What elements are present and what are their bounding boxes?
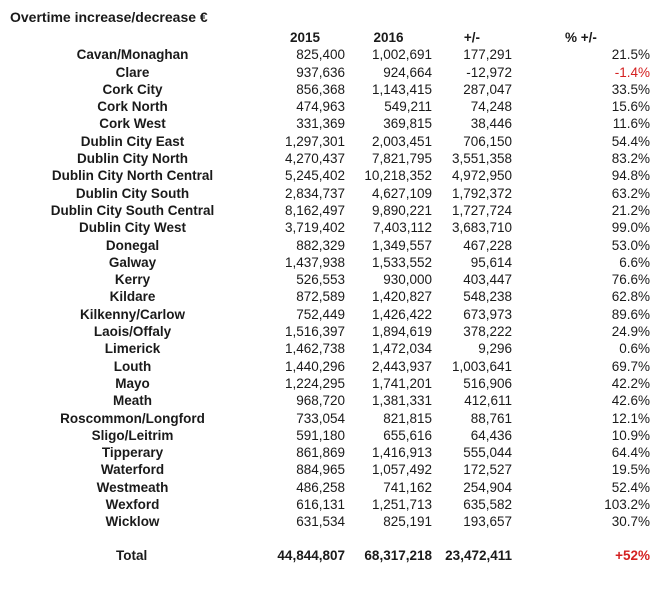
- row-2016: 1,533,552: [371, 254, 432, 270]
- row-name: Dublin City North Central: [51, 168, 214, 184]
- row-name: Wexford: [105, 497, 160, 513]
- row-2015: 1,462,738: [284, 341, 345, 357]
- row-2015: 631,534: [296, 514, 345, 530]
- table-row: [0, 358, 650, 375]
- row-diff: 1,792,372: [451, 185, 512, 201]
- row-pct: 54.4%: [611, 133, 650, 149]
- row-2016: 10,218,352: [364, 168, 432, 184]
- row-diff: 706,150: [463, 133, 512, 149]
- row-pct: 83.2%: [611, 151, 650, 167]
- row-diff: 95,614: [470, 254, 512, 270]
- row-name: Wicklow: [105, 514, 160, 530]
- row-name: Louth: [113, 358, 152, 374]
- row-pct: 103.2%: [604, 497, 650, 513]
- row-pct: -1.4%: [614, 64, 650, 80]
- row-2015: 968,720: [296, 393, 345, 409]
- table-row: [0, 202, 650, 219]
- row-2016: 1,426,422: [371, 306, 432, 322]
- row-2015: 4,270,437: [284, 151, 345, 167]
- table-row: [0, 185, 650, 202]
- row-2016: 1,381,331: [371, 393, 432, 409]
- table-row: [0, 254, 650, 271]
- row-name: Kerry: [114, 272, 151, 288]
- row-name: Kilkenny/Carlow: [79, 306, 186, 322]
- row-2015: 937,636: [296, 64, 345, 80]
- row-diff: 412,611: [464, 393, 512, 409]
- row-pct: 89.6%: [611, 306, 650, 322]
- row-2016: 1,894,619: [371, 324, 432, 340]
- row-name: Clare: [115, 64, 150, 80]
- row-2016: 1,416,913: [371, 445, 432, 461]
- table-row: [0, 237, 650, 254]
- row-2016: 1,420,827: [371, 289, 432, 305]
- row-2015: 591,180: [296, 427, 345, 443]
- table-row: [0, 392, 650, 409]
- row-2015: 526,553: [296, 272, 345, 288]
- header-2016: 2016: [373, 30, 404, 45]
- table-row: [0, 81, 650, 98]
- row-name: Dublin City West: [78, 220, 186, 236]
- table-row: [0, 496, 650, 513]
- row-2015: 3,719,402: [284, 220, 345, 236]
- row-pct: 76.6%: [611, 272, 650, 288]
- row-diff: 3,551,358: [451, 151, 512, 167]
- row-pct: 62.8%: [611, 289, 650, 305]
- row-2016: 1,143,415: [371, 81, 432, 97]
- row-pct: 42.6%: [611, 393, 650, 409]
- row-pct: 10.9%: [611, 427, 650, 443]
- row-pct: 52.4%: [611, 479, 650, 495]
- row-diff: 516,906: [463, 375, 512, 391]
- row-2016: 369,815: [383, 116, 432, 132]
- row-2016: 2,443,937: [371, 358, 432, 374]
- row-2016: 1,251,713: [371, 497, 432, 513]
- row-name: Westmeath: [96, 479, 169, 495]
- row-2015: 856,368: [296, 81, 345, 97]
- row-2015: 872,589: [296, 289, 345, 305]
- row-2016: 1,741,201: [371, 375, 432, 391]
- row-diff: 172,527: [463, 462, 512, 478]
- row-2016: 549,211: [384, 99, 432, 115]
- row-2016: 7,403,112: [372, 220, 432, 236]
- row-name: Laois/Offaly: [93, 324, 172, 340]
- table-row: [0, 323, 650, 340]
- table-row: [0, 479, 650, 496]
- row-diff: 378,222: [463, 324, 512, 340]
- table-row: [0, 513, 650, 530]
- row-pct: 69.7%: [611, 358, 650, 374]
- row-2016: 741,162: [383, 479, 432, 495]
- table-row: [0, 461, 650, 478]
- row-diff: 4,972,950: [451, 168, 512, 184]
- table-row: [0, 219, 650, 236]
- row-pct: 19.5%: [611, 462, 650, 478]
- header-2015: 2015: [289, 30, 321, 45]
- row-name: Dublin City South: [75, 185, 190, 201]
- table-row: [0, 427, 650, 444]
- row-pct: 6.6%: [619, 254, 650, 270]
- row-2015: 825,400: [296, 47, 345, 63]
- row-diff: 38,446: [470, 116, 512, 132]
- row-name: Cork West: [99, 116, 166, 132]
- row-diff: 673,973: [463, 306, 512, 322]
- header-diff: +/-: [463, 30, 481, 45]
- row-2016: 2,003,451: [371, 133, 432, 149]
- header-pct: % +/-: [565, 30, 597, 45]
- row-pct: 99.0%: [611, 220, 650, 236]
- row-2016: 825,191: [383, 514, 432, 530]
- row-2016: 655,616: [383, 427, 432, 443]
- row-2016: 1,057,492: [371, 462, 432, 478]
- row-name: Waterford: [100, 462, 165, 478]
- row-name: Dublin City North: [77, 151, 188, 167]
- row-name: Limerick: [104, 341, 161, 357]
- row-2015: 5,245,402: [284, 168, 345, 184]
- row-2015: 1,516,397: [284, 324, 345, 340]
- row-2015: 861,869: [296, 445, 345, 461]
- row-pct: 0.6%: [619, 341, 650, 357]
- table-row: [0, 46, 650, 63]
- row-diff: 1,003,641: [451, 358, 512, 374]
- row-diff: 193,657: [463, 514, 512, 530]
- table-row: [0, 167, 650, 184]
- row-2015: 474,963: [296, 99, 345, 115]
- spacer-cell: [0, 531, 650, 547]
- row-pct: 15.6%: [611, 99, 650, 115]
- row-2016: 1,002,691: [371, 47, 432, 63]
- table-row: [0, 133, 650, 150]
- row-name: Kildare: [109, 289, 156, 305]
- total-label: Total: [116, 547, 148, 563]
- row-name: Dublin City East: [80, 133, 185, 149]
- row-pct: 11.6%: [612, 116, 650, 132]
- row-pct: 33.5%: [611, 81, 650, 97]
- row-2015: 8,162,497: [284, 202, 345, 218]
- row-diff: 177,291: [463, 47, 512, 63]
- total-diff: 23,472,411: [445, 547, 512, 563]
- row-diff: 548,238: [463, 289, 512, 305]
- table-body: [0, 46, 650, 530]
- row-diff: 635,582: [463, 497, 512, 513]
- row-pct: 94.8%: [611, 168, 650, 184]
- row-diff: 467,228: [463, 237, 512, 253]
- table-row: [0, 150, 650, 167]
- table-row: [0, 340, 650, 357]
- table-row: [0, 64, 650, 81]
- table-row: [0, 271, 650, 288]
- row-2016: 4,627,109: [371, 185, 432, 201]
- row-diff: 287,047: [463, 81, 512, 97]
- row-pct: 21.5%: [611, 47, 650, 63]
- table-row: [0, 98, 650, 115]
- row-name: Mayo: [115, 375, 150, 391]
- row-2015: 2,834,737: [284, 185, 345, 201]
- row-2016: 1,349,557: [371, 237, 432, 253]
- row-name: Cork North: [97, 99, 168, 115]
- row-2015: 884,965: [296, 462, 345, 478]
- page-title: Overtime increase/decrease €: [10, 9, 208, 25]
- table-row: [0, 288, 650, 305]
- total-2016: 68,317,218: [364, 547, 432, 563]
- row-diff: -12,972: [466, 64, 512, 80]
- row-2015: 616,131: [296, 497, 345, 513]
- spacer-row: [0, 531, 650, 547]
- row-2015: 1,224,295: [284, 375, 345, 391]
- row-2015: 331,369: [296, 116, 345, 132]
- row-pct: 42.2%: [611, 375, 650, 391]
- row-name: Galway: [108, 254, 157, 270]
- table-row: [0, 444, 650, 461]
- row-2015: 1,440,296: [284, 358, 345, 374]
- total-pct: +52%: [615, 547, 650, 563]
- row-diff: 74,248: [470, 99, 512, 115]
- row-diff: 254,904: [463, 479, 512, 495]
- table-row: [0, 115, 650, 132]
- row-2016: 7,821,795: [371, 151, 432, 167]
- row-diff: 9,296: [478, 341, 512, 357]
- row-name: Tipperary: [101, 445, 164, 461]
- row-pct: 12.1%: [611, 410, 650, 426]
- header-row: [0, 29, 650, 46]
- overtime-table: [0, 29, 650, 565]
- row-name: Cavan/Monaghan: [76, 47, 189, 63]
- row-name: Dublin City South Central: [50, 202, 215, 218]
- row-2016: 9,890,221: [371, 202, 432, 218]
- total-2015: 44,844,807: [277, 547, 345, 563]
- row-diff: 64,436: [470, 427, 512, 443]
- table-row: [0, 410, 650, 427]
- row-2015: 486,258: [296, 479, 345, 495]
- row-2015: 1,437,938: [284, 254, 345, 270]
- row-name: Roscommon/Longford: [60, 410, 205, 426]
- row-name: Meath: [112, 393, 152, 409]
- row-2015: 752,449: [296, 306, 345, 322]
- row-pct: 64.4%: [611, 445, 650, 461]
- row-pct: 24.9%: [611, 324, 650, 340]
- row-2016: 821,815: [383, 410, 432, 426]
- row-name: Donegal: [105, 237, 160, 253]
- table-row: [0, 375, 650, 392]
- row-diff: 403,447: [463, 272, 512, 288]
- row-name: Cork City: [102, 81, 163, 97]
- table-row: [0, 306, 650, 323]
- row-name: Sligo/Leitrim: [91, 427, 174, 443]
- row-2015: 882,329: [296, 237, 345, 253]
- header-name: [0, 29, 265, 46]
- row-2015: 733,054: [296, 410, 345, 426]
- row-pct: 63.2%: [611, 185, 650, 201]
- row-diff: 555,044: [463, 445, 512, 461]
- total-row: [0, 547, 650, 565]
- row-2015: 1,297,301: [284, 133, 345, 149]
- row-pct: 21.2%: [611, 202, 650, 218]
- row-2016: 1,472,034: [371, 341, 432, 357]
- row-diff: 88,761: [470, 410, 512, 426]
- row-pct: 30.7%: [611, 514, 650, 530]
- row-diff: 1,727,724: [451, 202, 512, 218]
- row-2016: 930,000: [383, 272, 432, 288]
- row-pct: 53.0%: [611, 237, 650, 253]
- row-2016: 924,664: [383, 64, 432, 80]
- row-diff: 3,683,710: [451, 220, 512, 236]
